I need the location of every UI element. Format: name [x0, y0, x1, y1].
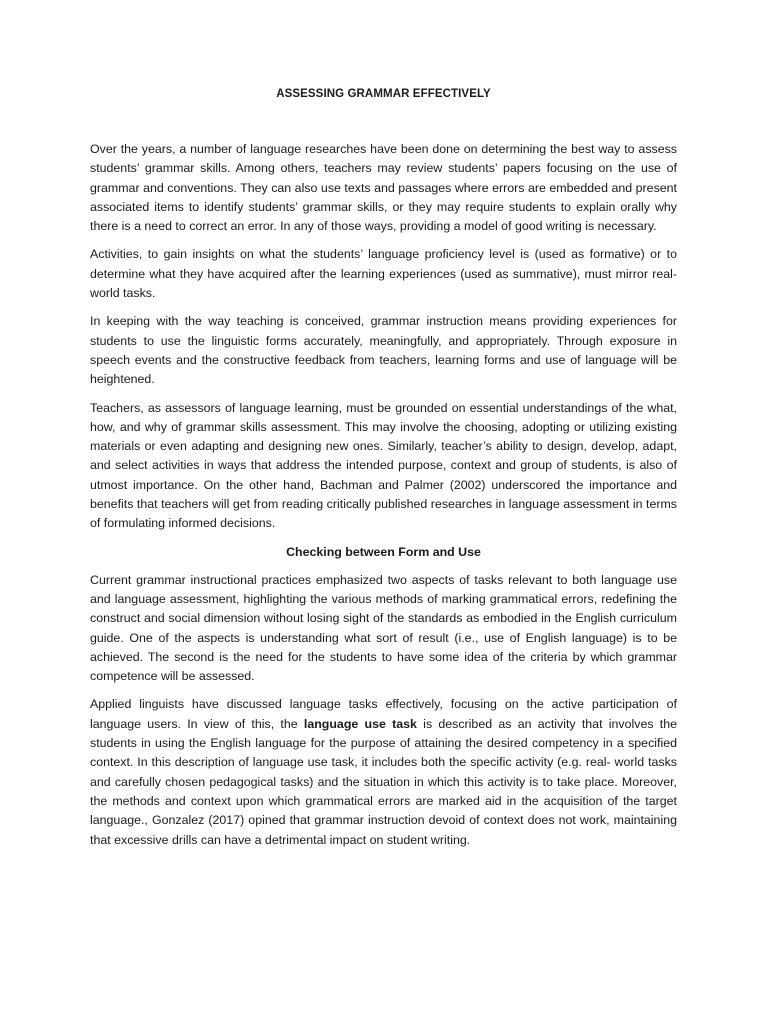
- paragraph-instructional-practices: Current grammar instructional practices emphasized two aspects of tasks relevant to both language use and language assessment, highlighting the various methods of marking grammatical errors, redefining the construct and social dimension without losing sight of the standards as embodied in the English curriculum guide. One of the aspects is understanding what sort of result (i.e., use of English language) is to be achieved. The second is the need for the students to have some idea of the criteria by which grammar competence will be assessed.: [90, 572, 677, 684]
- bold-term-language-use-task: language use task: [303, 716, 417, 731]
- document-title: ASSESSING GRAMMAR EFFECTIVELY: [276, 88, 491, 100]
- paragraph-grammar-instruction: In keeping with the way teaching is conceived, grammar instruction means providing experiences for students to use the linguistic forms accurately, meaningfully, and appropriately. Through exposure in speech events and the constructive feedback from teachers, learning forms and use of language will be heightened.: [90, 314, 677, 387]
- text-after-bold: is described as an activity that involves the students in using the English language for the purpose of attaining the desired competency in a specified context. In this description of language use task, it includes both the specific activity (e.g. real- world tasks and carefully chosen pedagogical tasks) and the situation in which this activity is to take place. Moreover, the methods and context upon which grammatical errors are marked aid in the acquisition of the target language., Gonzalez (2017) opined that grammar instruction devoid of context does not work, maintaining that excessive drills can have a detrimental impact on student writing.: [90, 716, 677, 847]
- text-before-bold: Applied linguists have discussed language tasks effectively, focusing on the active participation of language users. In view of this, the: [90, 697, 677, 731]
- paragraph-formative-summative: Activities, to gain insights on what the students’ language proficiency level is (used as formative) or to determine what they have acquired after the learning experiences (used as summative), must mirror real-world tasks.: [90, 247, 677, 301]
- paragraph-grammar-assessment-methods: Over the years, a number of language researches have been done on determining the best way to assess students’ grammar skills. Among others, teachers may review students’ papers focusing on the use of grammar and conventions. They can also use texts and passages where errors are embedded and present associated items to identify students’ grammar skills, or they may require students to explain orally why there is a need to correct an error. In any of those ways, providing a model of good writing is necessary.: [90, 142, 677, 234]
- document-page: [90, 88, 677, 859]
- paragraph-teachers-as-assessors: Teachers, as assessors of language learning, must be grounded on essential understandings of the what, how, and why of grammar skills assessment. This may involve the choosing, adopting or utilizing existing materials or even adapting and designing new ones. Similarly, teacher’s ability to design, develop, adapt, and select activities in ways that address the intended purpose, context and group of students, is also of utmost importance. On the other hand, Bachman and Palmer (2002) underscored the importance and benefits that teachers will get from reading critically published researches in language assessment in terms of formulating informed decisions.: [90, 400, 677, 531]
- section-heading: Checking between Form and Use: [286, 544, 481, 559]
- paragraph-language-use-task: [90, 695, 677, 849]
